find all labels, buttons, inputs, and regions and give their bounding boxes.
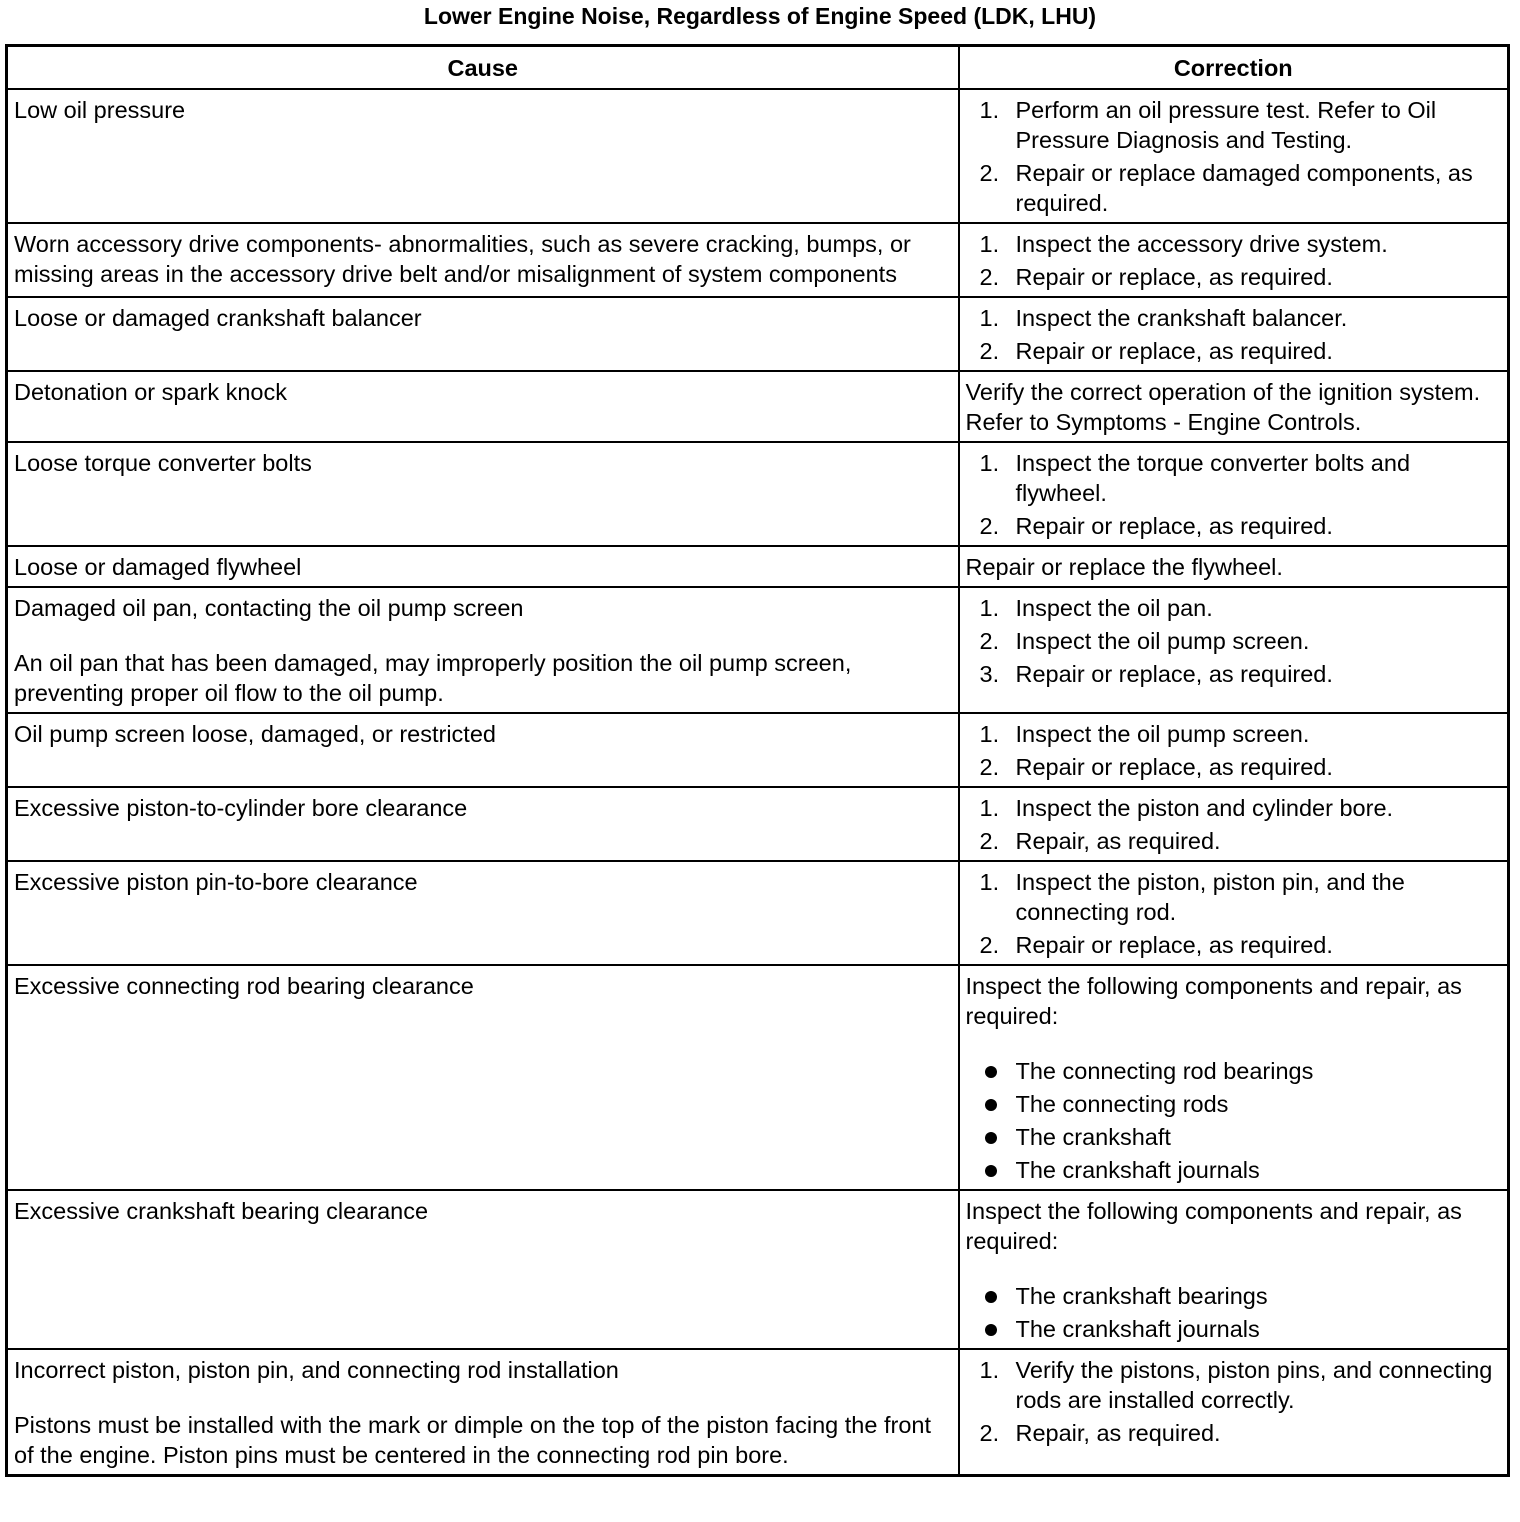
table-row xyxy=(7,861,1509,965)
diagnosis-table xyxy=(5,44,1510,1477)
bullet-item xyxy=(966,1089,1502,1119)
bullet-item xyxy=(966,1122,1502,1152)
correction-cell xyxy=(959,965,1509,1190)
table-row xyxy=(7,1190,1509,1349)
correction-cell xyxy=(959,1190,1509,1349)
cause-text: Excessive connecting rod bearing clearance xyxy=(14,973,474,999)
cause-text: Detonation or spark knock xyxy=(14,379,288,405)
cause-text: Damaged oil pan, contacting the oil pump screen xyxy=(14,595,524,621)
cause-text: Incorrect piston, piston pin, and connecting rod installation xyxy=(14,1357,619,1383)
step-text: Repair, as required. xyxy=(1015,828,1221,854)
step-number: 1. xyxy=(979,305,1000,331)
correction-cell xyxy=(959,442,1509,546)
step-number: 2. xyxy=(979,754,1000,780)
correction-cell xyxy=(959,89,1509,223)
step-text: Repair, as required. xyxy=(1015,1420,1221,1446)
cause-text: Oil pump screen loose, damaged, or restricted xyxy=(14,721,496,747)
correction-steps xyxy=(966,719,1502,782)
correction-text: Inspect the following components and repair, as required: xyxy=(965,1198,1462,1254)
correction-cell xyxy=(959,587,1509,713)
step-item xyxy=(966,1355,1502,1415)
step-item xyxy=(966,95,1502,155)
cause-header: Cause xyxy=(7,46,959,90)
bullet-text: The crankshaft journals xyxy=(1015,1157,1260,1183)
step-text: Repair or replace, as required. xyxy=(1015,932,1333,958)
bullet-icon xyxy=(985,1132,997,1144)
table-row xyxy=(7,223,1509,297)
correction-steps xyxy=(966,867,1502,960)
step-number: 1. xyxy=(979,869,1000,895)
cause-note: An oil pan that has been damaged, may improperly position the oil pump screen, preventing proper oil flow to the oil pump. xyxy=(14,650,852,706)
step-text: Inspect the accessory drive system. xyxy=(1015,231,1388,257)
component-list xyxy=(966,1056,1502,1185)
table-row xyxy=(7,371,1509,442)
step-item xyxy=(966,719,1502,749)
step-number: 2. xyxy=(979,828,1000,854)
step-item xyxy=(966,826,1502,856)
step-number: 1. xyxy=(979,97,1000,123)
step-number: 1. xyxy=(979,721,1000,747)
correction-steps xyxy=(966,95,1502,218)
bullet-item xyxy=(966,1281,1502,1311)
correction-header: Correction xyxy=(959,46,1509,90)
cause-text: Low oil pressure xyxy=(14,97,186,123)
step-text: Repair or replace, as required. xyxy=(1015,513,1333,539)
cause-cell xyxy=(7,1349,959,1476)
correction-cell xyxy=(959,1349,1509,1476)
correction-steps xyxy=(966,593,1502,689)
step-text: Inspect the torque converter bolts and flywheel. xyxy=(1015,450,1411,506)
bullet-item xyxy=(966,1056,1502,1086)
step-text: Perform an oil pressure test. Refer to Oil Pressure Diagnosis and Testing. xyxy=(1015,97,1437,153)
table-row xyxy=(7,587,1509,713)
correction-steps xyxy=(966,229,1502,292)
table-row xyxy=(7,89,1509,223)
step-text: Repair or replace, as required. xyxy=(1015,661,1333,687)
cause-cell xyxy=(7,442,959,546)
cause-cell xyxy=(7,89,959,223)
step-number: 1. xyxy=(979,795,1000,821)
component-list xyxy=(966,1281,1502,1344)
step-number: 2. xyxy=(979,628,1000,654)
step-item xyxy=(966,158,1502,218)
correction-steps xyxy=(966,793,1502,856)
step-text: Inspect the piston and cylinder bore. xyxy=(1015,795,1394,821)
correction-cell xyxy=(959,861,1509,965)
step-number: 1. xyxy=(979,231,1000,257)
step-number: 2. xyxy=(979,513,1000,539)
cause-text: Loose torque converter bolts xyxy=(14,450,312,476)
bullet-text: The crankshaft journals xyxy=(1015,1316,1260,1342)
correction-cell xyxy=(959,713,1509,787)
table-row xyxy=(7,787,1509,861)
bullet-text: The connecting rods xyxy=(1015,1091,1229,1117)
cause-cell xyxy=(7,223,959,297)
step-item xyxy=(966,229,1502,259)
step-item xyxy=(966,867,1502,927)
correction-cell xyxy=(959,223,1509,297)
bullet-icon xyxy=(985,1165,997,1177)
table-row xyxy=(7,965,1509,1190)
bullet-item xyxy=(966,1155,1502,1185)
step-text: Repair or replace damaged components, as required. xyxy=(1015,160,1473,216)
step-number: 2. xyxy=(979,338,1000,364)
correction-text: Repair or replace the flywheel. xyxy=(965,554,1283,580)
step-text: Repair or replace, as required. xyxy=(1015,264,1333,290)
table-header-row xyxy=(7,46,1509,90)
bullet-icon xyxy=(985,1066,997,1078)
bullet-icon xyxy=(985,1099,997,1111)
step-item xyxy=(966,1418,1502,1448)
correction-cell xyxy=(959,371,1509,442)
step-number: 1. xyxy=(979,1357,1000,1383)
cause-text: Excessive piston-to-cylinder bore clearance xyxy=(14,795,468,821)
table-row xyxy=(7,1349,1509,1476)
correction-steps xyxy=(966,1355,1502,1448)
step-item xyxy=(966,511,1502,541)
correction-cell xyxy=(959,297,1509,371)
step-text: Repair or replace, as required. xyxy=(1015,338,1333,364)
table-row xyxy=(7,297,1509,371)
step-text: Verify the pistons, piston pins, and connecting rods are installed correctly. xyxy=(1015,1357,1493,1413)
step-number: 2. xyxy=(979,932,1000,958)
step-item xyxy=(966,659,1502,689)
correction-cell xyxy=(959,787,1509,861)
step-number: 2. xyxy=(979,160,1000,186)
cause-cell xyxy=(7,371,959,442)
bullet-item xyxy=(966,1314,1502,1344)
correction-text: Inspect the following components and repair, as required: xyxy=(965,973,1462,1029)
step-text: Inspect the crankshaft balancer. xyxy=(1015,305,1348,331)
step-number: 2. xyxy=(979,1420,1000,1446)
cause-text: Excessive piston pin-to-bore clearance xyxy=(14,869,418,895)
step-number: 1. xyxy=(979,595,1000,621)
cause-cell xyxy=(7,587,959,713)
correction-steps xyxy=(966,303,1502,366)
cause-cell xyxy=(7,861,959,965)
correction-steps xyxy=(966,448,1502,541)
step-number: 1. xyxy=(979,450,1000,476)
cause-cell xyxy=(7,546,959,587)
table-row xyxy=(7,442,1509,546)
step-item xyxy=(966,626,1502,656)
step-item xyxy=(966,262,1502,292)
step-number: 3. xyxy=(979,661,1000,687)
table-row xyxy=(7,546,1509,587)
cause-text: Worn accessory drive components- abnormalities, such as severe cracking, bumps, or missing areas in the accessory drive belt and/or misalignment of system components xyxy=(14,231,911,287)
table-body xyxy=(7,89,1509,1476)
step-number: 2. xyxy=(979,264,1000,290)
bullet-text: The connecting rod bearings xyxy=(1015,1058,1314,1084)
page-title: Lower Engine Noise, Regardless of Engine Speed (LDK, LHU) xyxy=(423,3,1097,29)
step-item xyxy=(966,930,1502,960)
cause-note: Pistons must be installed with the mark or dimple on the top of the piston facing the front of the engine. Piston pins must be centered in the connecting rod pin bore. xyxy=(14,1412,931,1468)
correction-cell xyxy=(959,546,1509,587)
cause-cell xyxy=(7,787,959,861)
step-item xyxy=(966,303,1502,333)
cause-cell xyxy=(7,297,959,371)
correction-text: Verify the correct operation of the ignition system. Refer to Symptoms - Engine Controls. xyxy=(965,379,1481,435)
step-text: Inspect the piston, piston pin, and the connecting rod. xyxy=(1015,869,1405,925)
step-item xyxy=(966,793,1502,823)
step-text: Inspect the oil pan. xyxy=(1015,595,1213,621)
step-item xyxy=(966,593,1502,623)
table-row xyxy=(7,713,1509,787)
cause-cell xyxy=(7,1190,959,1349)
step-item xyxy=(966,336,1502,366)
cause-text: Loose or damaged flywheel xyxy=(14,554,302,580)
bullet-text: The crankshaft xyxy=(1015,1124,1171,1150)
bullet-text: The crankshaft bearings xyxy=(1015,1283,1268,1309)
step-text: Repair or replace, as required. xyxy=(1015,754,1333,780)
cause-cell xyxy=(7,713,959,787)
step-item xyxy=(966,752,1502,782)
bullet-icon xyxy=(985,1291,997,1303)
step-text: Inspect the oil pump screen. xyxy=(1015,628,1310,654)
cause-text: Excessive crankshaft bearing clearance xyxy=(14,1198,429,1224)
step-item xyxy=(966,448,1502,508)
step-text: Inspect the oil pump screen. xyxy=(1015,721,1310,747)
bullet-icon xyxy=(985,1324,997,1336)
cause-cell xyxy=(7,965,959,1190)
cause-text: Loose or damaged crankshaft balancer xyxy=(14,305,422,331)
